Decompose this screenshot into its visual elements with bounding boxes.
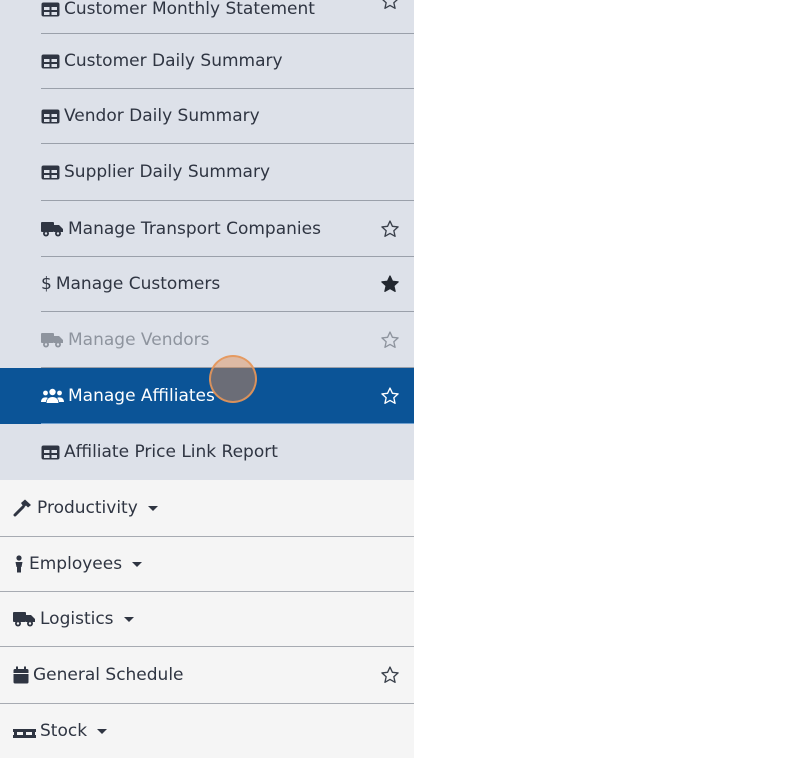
table-icon <box>41 165 60 180</box>
menu-item-manage-customers[interactable] <box>0 257 414 312</box>
menu-item-label: Customer Monthly Statement <box>64 0 315 19</box>
chevron-down-icon <box>124 617 134 622</box>
menu-item-label-wrap <box>41 386 215 406</box>
truck-icon <box>41 332 64 348</box>
menu-general-schedule[interactable] <box>0 647 414 704</box>
menu-item-label: Employees <box>29 554 123 574</box>
menu-item-label: Manage Vendors <box>68 329 210 350</box>
menu-item-supplier-daily-summary[interactable] <box>0 144 414 201</box>
favorite-star-filled-icon[interactable] <box>380 274 400 294</box>
menu-item-affiliate-price-link-report[interactable] <box>0 424 414 480</box>
favorite-star-icon[interactable] <box>380 219 400 239</box>
favorite-star-icon[interactable] <box>380 386 400 406</box>
menu-item-label: Manage Transport Companies <box>68 218 321 239</box>
chevron-down-icon <box>97 729 107 734</box>
menu-productivity[interactable] <box>0 480 414 537</box>
menu-item-manage-affiliates[interactable] <box>0 368 414 424</box>
menu-item-label-wrap <box>41 219 321 239</box>
menu-item-label: Supplier Daily Summary <box>64 162 271 182</box>
menu-logistics[interactable] <box>0 592 414 647</box>
chevron-down-icon <box>132 562 142 567</box>
dollar-icon: $ <box>41 274 52 294</box>
menu-item-vendor-daily-summary[interactable] <box>0 89 414 144</box>
menu-employees[interactable] <box>0 537 414 592</box>
menu-item-label: Stock <box>40 721 88 741</box>
favorite-star-icon[interactable] <box>380 0 400 11</box>
menu-item-label-wrap <box>13 609 134 629</box>
menu-item-label: Vendor Daily Summary <box>64 106 260 126</box>
chevron-down-icon <box>148 506 158 511</box>
truck-icon <box>41 221 64 237</box>
menu-item-label-wrap <box>41 0 315 19</box>
menu-item-label: Customer Daily Summary <box>64 51 283 71</box>
menu-item-label-wrap <box>41 106 260 126</box>
menu-stock[interactable] <box>0 704 414 758</box>
menu-item-label-wrap <box>13 554 142 574</box>
menu-item-label-wrap <box>13 498 158 518</box>
menu-item-manage-vendors[interactable] <box>0 312 414 368</box>
pallet-icon <box>13 724 36 738</box>
menu-item-label-wrap <box>13 721 107 741</box>
menu-item-label: Productivity <box>37 498 138 518</box>
menu-item-label-wrap <box>41 330 210 350</box>
table-icon <box>41 2 60 17</box>
calendar-icon <box>13 666 29 684</box>
truck-icon <box>13 611 36 627</box>
menu-item-label: Manage Affiliates <box>68 385 215 406</box>
menu-item-label-wrap <box>41 162 270 182</box>
menu-item-label-wrap <box>13 665 184 685</box>
menu-item-manage-transport-companies[interactable] <box>0 201 414 257</box>
menu-item-customer-monthly-statement[interactable] <box>0 0 414 34</box>
menu-item-label: Logistics <box>40 609 114 629</box>
menu-item-label-wrap <box>41 274 220 294</box>
person-icon <box>13 555 25 573</box>
menu-item-label-wrap <box>41 51 283 71</box>
menu-item-customer-daily-summary[interactable] <box>0 34 414 89</box>
table-icon <box>41 54 60 69</box>
favorite-star-icon[interactable] <box>380 330 400 350</box>
menu-item-label-wrap <box>41 442 278 462</box>
menu-item-label: General Schedule <box>33 665 184 685</box>
menu-item-label: Affiliate Price Link Report <box>64 442 278 462</box>
users-icon <box>41 388 64 404</box>
table-icon <box>41 445 60 460</box>
menu-item-label: Manage Customers <box>55 274 221 294</box>
favorite-star-icon[interactable] <box>380 665 400 685</box>
hammer-icon <box>13 499 33 517</box>
table-icon <box>41 109 60 124</box>
